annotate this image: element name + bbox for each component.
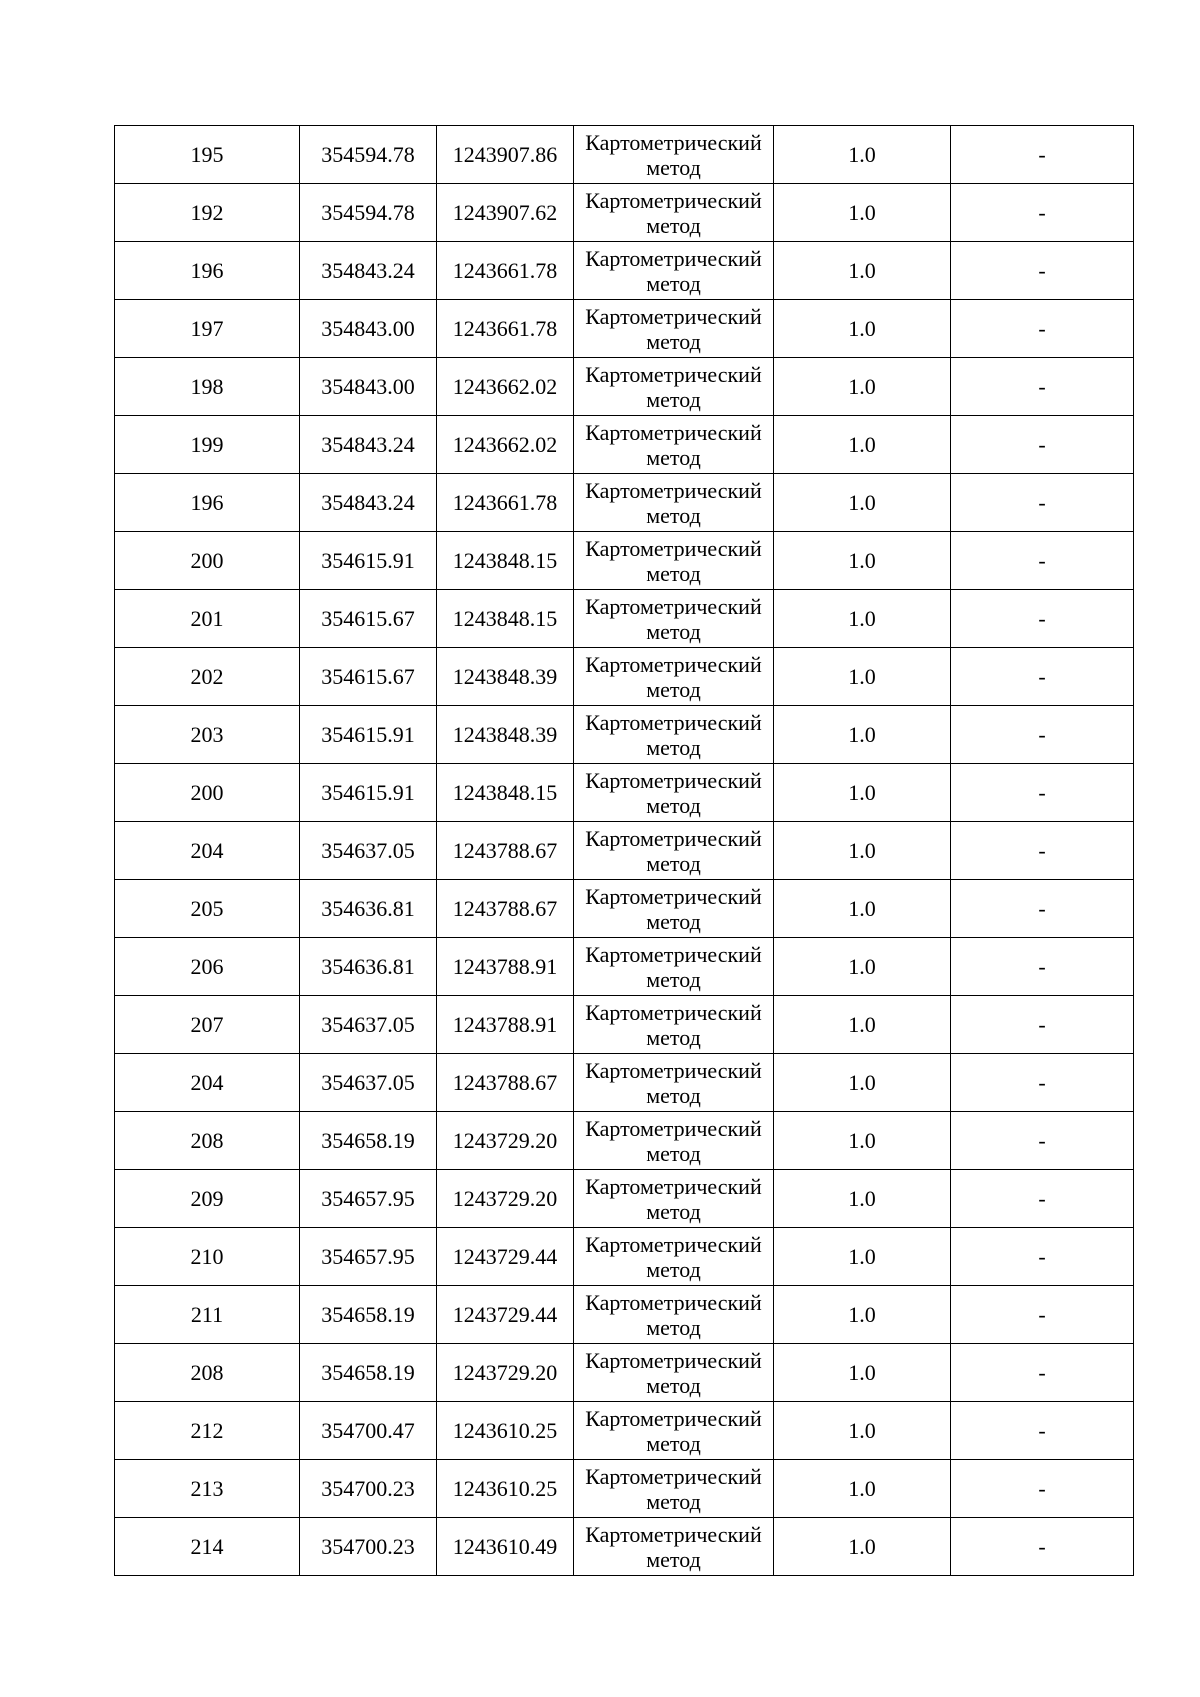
table-row [115,416,1134,474]
table-row [115,1460,1134,1518]
method-cell: Картометрический метод [574,764,774,822]
x-coordinate-cell: 354615.67 [300,648,437,706]
accuracy-cell: 1.0 [774,590,951,648]
accuracy-cell: 1.0 [774,300,951,358]
table-row [115,474,1134,532]
description-cell: - [951,1460,1134,1518]
x-coordinate-cell: 354843.24 [300,242,437,300]
description-cell: - [951,1112,1134,1170]
x-coordinate-cell: 354657.95 [300,1170,437,1228]
y-coordinate-cell: 1243662.02 [437,358,574,416]
method-cell: Картометрический метод [574,938,774,996]
table-body [115,126,1134,1576]
accuracy-cell: 1.0 [774,184,951,242]
description-cell: - [951,184,1134,242]
description-cell: - [951,938,1134,996]
y-coordinate-cell: 1243848.15 [437,532,574,590]
accuracy-cell: 1.0 [774,1228,951,1286]
method-cell: Картометрический метод [574,300,774,358]
method-cell: Картометрический метод [574,880,774,938]
description-cell: - [951,300,1134,358]
x-coordinate-cell: 354615.91 [300,764,437,822]
point-number-cell: 209 [115,1170,300,1228]
description-cell: - [951,1170,1134,1228]
y-coordinate-cell: 1243661.78 [437,242,574,300]
point-number-cell: 199 [115,416,300,474]
x-coordinate-cell: 354637.05 [300,1054,437,1112]
point-number-cell: 214 [115,1518,300,1576]
table-row [115,1170,1134,1228]
table-row [115,938,1134,996]
accuracy-cell: 1.0 [774,938,951,996]
accuracy-cell: 1.0 [774,416,951,474]
table-row [115,300,1134,358]
description-cell: - [951,880,1134,938]
method-cell: Картометрический метод [574,416,774,474]
x-coordinate-cell: 354843.00 [300,358,437,416]
table-row [115,532,1134,590]
point-number-cell: 208 [115,1344,300,1402]
y-coordinate-cell: 1243610.49 [437,1518,574,1576]
point-number-cell: 198 [115,358,300,416]
accuracy-cell: 1.0 [774,242,951,300]
method-cell: Картометрический метод [574,1286,774,1344]
description-cell: - [951,242,1134,300]
method-cell: Картометрический метод [574,242,774,300]
accuracy-cell: 1.0 [774,648,951,706]
table-row [115,706,1134,764]
accuracy-cell: 1.0 [774,1170,951,1228]
description-cell: - [951,126,1134,184]
method-cell: Картометрический метод [574,1112,774,1170]
method-cell: Картометрический метод [574,126,774,184]
point-number-cell: 211 [115,1286,300,1344]
x-coordinate-cell: 354615.91 [300,532,437,590]
y-coordinate-cell: 1243729.44 [437,1286,574,1344]
accuracy-cell: 1.0 [774,1518,951,1576]
method-cell: Картометрический метод [574,1170,774,1228]
table-row [115,1228,1134,1286]
y-coordinate-cell: 1243729.20 [437,1170,574,1228]
accuracy-cell: 1.0 [774,358,951,416]
y-coordinate-cell: 1243729.44 [437,1228,574,1286]
point-number-cell: 200 [115,764,300,822]
accuracy-cell: 1.0 [774,1286,951,1344]
method-cell: Картометрический метод [574,1460,774,1518]
table-row [115,996,1134,1054]
description-cell: - [951,1344,1134,1402]
table-row [115,1286,1134,1344]
x-coordinate-cell: 354843.24 [300,416,437,474]
method-cell: Картометрический метод [574,184,774,242]
description-cell: - [951,358,1134,416]
y-coordinate-cell: 1243788.67 [437,1054,574,1112]
accuracy-cell: 1.0 [774,1112,951,1170]
y-coordinate-cell: 1243788.91 [437,996,574,1054]
table-row [115,126,1134,184]
description-cell: - [951,1402,1134,1460]
table-row [115,1518,1134,1576]
y-coordinate-cell: 1243662.02 [437,416,574,474]
point-number-cell: 203 [115,706,300,764]
point-number-cell: 204 [115,822,300,880]
method-cell: Картометрический метод [574,474,774,532]
method-cell: Картометрический метод [574,1518,774,1576]
description-cell: - [951,1054,1134,1112]
y-coordinate-cell: 1243848.39 [437,706,574,764]
x-coordinate-cell: 354615.91 [300,706,437,764]
x-coordinate-cell: 354657.95 [300,1228,437,1286]
point-number-cell: 200 [115,532,300,590]
y-coordinate-cell: 1243848.15 [437,764,574,822]
x-coordinate-cell: 354658.19 [300,1286,437,1344]
accuracy-cell: 1.0 [774,822,951,880]
table-row [115,822,1134,880]
x-coordinate-cell: 354594.78 [300,126,437,184]
x-coordinate-cell: 354594.78 [300,184,437,242]
method-cell: Картометрический метод [574,590,774,648]
table-row [115,880,1134,938]
y-coordinate-cell: 1243729.20 [437,1112,574,1170]
x-coordinate-cell: 354615.67 [300,590,437,648]
table-row [115,184,1134,242]
accuracy-cell: 1.0 [774,474,951,532]
y-coordinate-cell: 1243907.62 [437,184,574,242]
accuracy-cell: 1.0 [774,996,951,1054]
accuracy-cell: 1.0 [774,1054,951,1112]
table-row [115,358,1134,416]
table-row [115,648,1134,706]
x-coordinate-cell: 354637.05 [300,822,437,880]
y-coordinate-cell: 1243610.25 [437,1460,574,1518]
x-coordinate-cell: 354636.81 [300,938,437,996]
point-number-cell: 207 [115,996,300,1054]
description-cell: - [951,1228,1134,1286]
y-coordinate-cell: 1243610.25 [437,1402,574,1460]
method-cell: Картометрический метод [574,358,774,416]
x-coordinate-cell: 354843.00 [300,300,437,358]
description-cell: - [951,532,1134,590]
table-row [115,764,1134,822]
x-coordinate-cell: 354700.23 [300,1460,437,1518]
method-cell: Картометрический метод [574,1228,774,1286]
point-number-cell: 196 [115,474,300,532]
description-cell: - [951,474,1134,532]
y-coordinate-cell: 1243788.67 [437,822,574,880]
y-coordinate-cell: 1243788.67 [437,880,574,938]
x-coordinate-cell: 354636.81 [300,880,437,938]
x-coordinate-cell: 354700.47 [300,1402,437,1460]
x-coordinate-cell: 354658.19 [300,1112,437,1170]
description-cell: - [951,822,1134,880]
x-coordinate-cell: 354637.05 [300,996,437,1054]
accuracy-cell: 1.0 [774,1402,951,1460]
description-cell: - [951,996,1134,1054]
method-cell: Картометрический метод [574,706,774,764]
y-coordinate-cell: 1243848.15 [437,590,574,648]
method-cell: Картометрический метод [574,1054,774,1112]
table-row [115,1054,1134,1112]
table-row [115,1402,1134,1460]
method-cell: Картометрический метод [574,1402,774,1460]
y-coordinate-cell: 1243907.86 [437,126,574,184]
description-cell: - [951,590,1134,648]
description-cell: - [951,1286,1134,1344]
method-cell: Картометрический метод [574,648,774,706]
description-cell: - [951,706,1134,764]
x-coordinate-cell: 354658.19 [300,1344,437,1402]
description-cell: - [951,764,1134,822]
point-number-cell: 212 [115,1402,300,1460]
accuracy-cell: 1.0 [774,532,951,590]
description-cell: - [951,1518,1134,1576]
accuracy-cell: 1.0 [774,1460,951,1518]
point-number-cell: 202 [115,648,300,706]
accuracy-cell: 1.0 [774,1344,951,1402]
accuracy-cell: 1.0 [774,706,951,764]
accuracy-cell: 1.0 [774,764,951,822]
x-coordinate-cell: 354843.24 [300,474,437,532]
y-coordinate-cell: 1243661.78 [437,300,574,358]
point-number-cell: 205 [115,880,300,938]
point-number-cell: 213 [115,1460,300,1518]
table-row [115,242,1134,300]
y-coordinate-cell: 1243848.39 [437,648,574,706]
point-number-cell: 196 [115,242,300,300]
accuracy-cell: 1.0 [774,880,951,938]
description-cell: - [951,648,1134,706]
x-coordinate-cell: 354700.23 [300,1518,437,1576]
point-number-cell: 206 [115,938,300,996]
point-number-cell: 210 [115,1228,300,1286]
point-number-cell: 204 [115,1054,300,1112]
method-cell: Картометрический метод [574,996,774,1054]
point-number-cell: 208 [115,1112,300,1170]
accuracy-cell: 1.0 [774,126,951,184]
point-number-cell: 192 [115,184,300,242]
point-number-cell: 201 [115,590,300,648]
point-number-cell: 195 [115,126,300,184]
table-row [115,1112,1134,1170]
method-cell: Картометрический метод [574,532,774,590]
point-number-cell: 197 [115,300,300,358]
y-coordinate-cell: 1243729.20 [437,1344,574,1402]
method-cell: Картометрический метод [574,822,774,880]
y-coordinate-cell: 1243661.78 [437,474,574,532]
table-row [115,1344,1134,1402]
y-coordinate-cell: 1243788.91 [437,938,574,996]
table-row [115,590,1134,648]
description-cell: - [951,416,1134,474]
coordinates-table [114,125,1134,1576]
method-cell: Картометрический метод [574,1344,774,1402]
